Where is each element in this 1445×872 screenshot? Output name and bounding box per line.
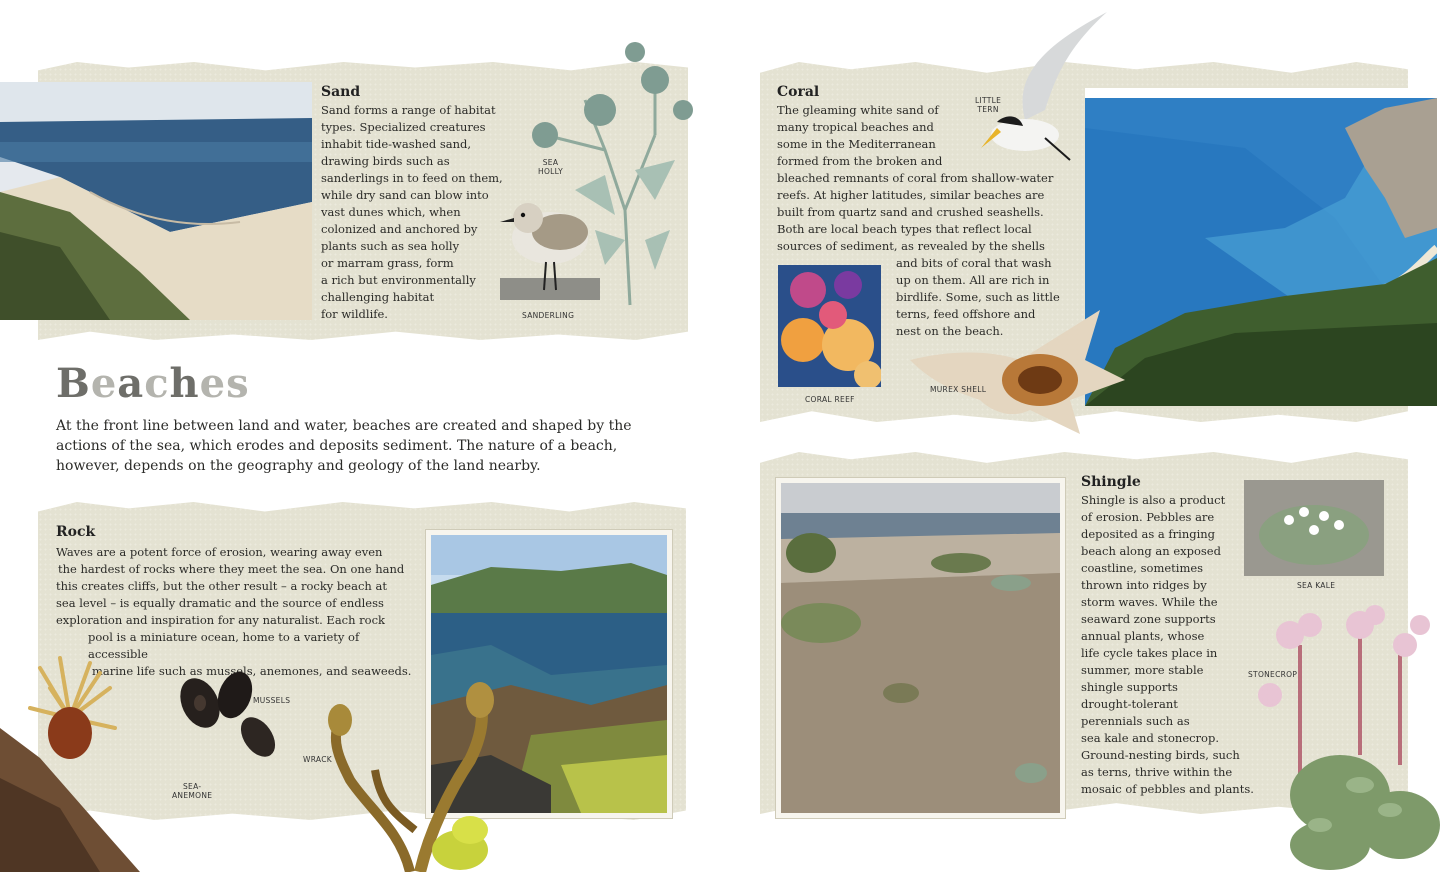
little-tern-illustration bbox=[975, 10, 1115, 170]
sanderling-caption: SANDERLING bbox=[522, 311, 575, 320]
rock-text: Waves are a potent force of erosion, wearing away even the hardest of rocks where they meet the sea. On one hand this creates cliffs, but the other result – a rocky beach at sea level – is equally dramatic and the source of endless exploration and inspiration for any naturalist. Each rock pool is a miniature ocean, home to a variety of accessible marine life such as mussels, anemones, and seaweeds. bbox=[56, 545, 412, 678]
title-letter-a: a bbox=[117, 360, 145, 407]
sea-kale-caption: SEA KALE bbox=[1297, 581, 1336, 590]
title-letter-c: c bbox=[144, 360, 170, 407]
title-letter-e: e bbox=[90, 360, 118, 407]
shingle-text: Shingle is also a product of erosion. Pebbles are deposited as a fringing beach along an exposed coastline, sometimes thrown into ridges by storm waves. While the seaward zone supports annual plants, whose life cycle takes place in summer, more stable shingle supports drought-tolerant perennials such as sea kale and stonecrop. Ground-nesting birds, such as terns, thrive within the mosaic of pebbles and plants. bbox=[1081, 493, 1254, 796]
coral-text: The gleaming white sand of many tropical beaches and some in the Mediterranean formed from the broken and bleached remnants of coral from shallow-water reefs. At higher latitudes, similar beaches are built from quartz sand and crushed seashells. Both are local beach types that reflect local sources of sediment, as revealed by the shells and bits of coral that wash up on them. All are rich in birdlife. Some, such as little terns, feed offshore and nest on the beach. bbox=[777, 103, 1060, 338]
intro-paragraph: At the front line between land and water, beaches are created and shaped by the actions of the sea, which erodes and deposits sediment. The nature of a beach, however, depends on the geography and geology of the land nearby. bbox=[56, 418, 632, 474]
stonecrop-illustration bbox=[1220, 595, 1445, 872]
sea-kale-photo bbox=[1244, 480, 1384, 576]
mussels-illustration bbox=[170, 665, 285, 765]
shingle-heading: Shingle bbox=[1081, 474, 1141, 490]
murex-shell-caption: MUREX SHELL bbox=[930, 385, 987, 394]
little-tern-caption: LITTLE TERN bbox=[975, 96, 1002, 114]
coral-bay-photo bbox=[1085, 88, 1437, 406]
sea-anemone-caption: SEA- ANEMONE bbox=[172, 782, 213, 800]
rock-heading: Rock bbox=[56, 524, 96, 540]
coral-reef-caption: CORAL REEF bbox=[805, 395, 855, 404]
wrack-illustration bbox=[310, 680, 510, 872]
mussels-caption: MUSSELS bbox=[253, 696, 291, 705]
title-letters-es: es bbox=[199, 360, 250, 407]
wrack-caption: WRACK bbox=[303, 755, 332, 764]
sand-beach-photo bbox=[0, 82, 312, 320]
title-letter-b: B bbox=[56, 360, 91, 407]
coral-reef-photo bbox=[778, 265, 881, 387]
stonecrop-caption: STONECROP bbox=[1248, 670, 1298, 679]
page-title bbox=[56, 360, 250, 407]
murex-shell-illustration bbox=[910, 300, 1130, 434]
shingle-beach-photo bbox=[776, 478, 1065, 818]
sea-holly-caption: SEA HOLLY bbox=[538, 158, 563, 176]
sea-anemone-illustration bbox=[0, 648, 160, 872]
sanderling-illustration bbox=[500, 188, 600, 300]
sand-text: Sand forms a range of habitat types. Specialized creatures inhabit tide-washed sand, drawing birds such as sanderlings in to feed on them, while dry sand can blow into vast dunes which, when colonized and anchored by plants such as sea holly or marram grass, form a rich but environmentally challenging habitat for wildlife. bbox=[321, 103, 503, 321]
title-letter-h: h bbox=[169, 360, 200, 407]
sand-heading: Sand bbox=[321, 84, 361, 100]
coral-heading: Coral bbox=[777, 84, 820, 100]
